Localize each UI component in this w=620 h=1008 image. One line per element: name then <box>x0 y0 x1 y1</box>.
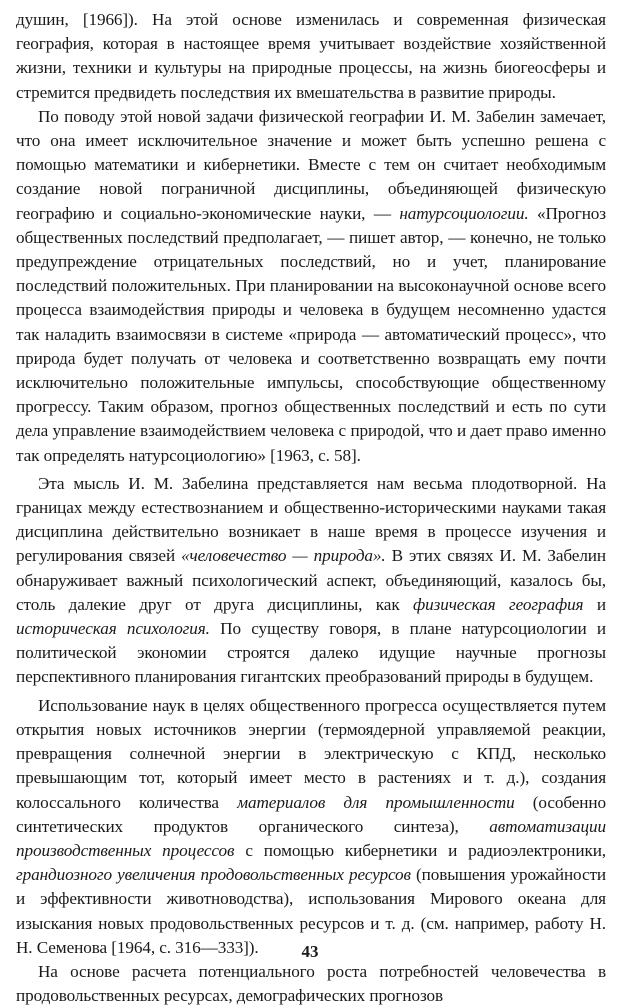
page-number: 43 <box>301 942 319 961</box>
paragraph-1 <box>16 8 606 105</box>
paragraph-2 <box>16 105 606 468</box>
italic-term: материалов для промышленности <box>237 792 515 812</box>
paragraph-5 <box>16 960 606 1008</box>
text-run: На основе расчета потенциального роста потребностей человечества в продовольственных ресурсах, демографических прогнозов <box>16 961 606 1006</box>
text-run: (особенно синтетических продуктов органического синтеза), <box>16 792 606 836</box>
text-run: В этих связях И. М. Забелин обнаруживает важный психологический аспект, объединяющий, казалось бы, столь далекие друг от друга дисциплины, как <box>16 546 607 614</box>
paragraph-3 <box>16 472 606 690</box>
paragraph-4 <box>16 694 606 960</box>
text-run: Использование наук в целях общественного прогресса осуществляется путем открытия новых источников энергии (термоядерной управляемой реакции, превращения солнечной энергии в электрическую с КПД, несколько превышающим тот, который имеет место в растениях и т. д.), создания колоссального количества <box>16 695 606 812</box>
text-run: По поводу этой новой задачи физической географии И. М. Забелин замечает, что она имеет исключительное значение и может быть успешно решена с помощью математики и кибернетики. Вместе с тем он считает необходимым создание новой пограничной дисциплины, объединяющей физическую географию и социально-экономические науки, — <box>16 106 606 223</box>
text-run: с помощью кибернетики и радиоэлектроники, <box>234 840 606 860</box>
italic-term: «человечество — природа». <box>181 546 386 566</box>
italic-term: историческая психология. <box>16 619 210 639</box>
page-body <box>16 8 606 1008</box>
text-run: (повышения урожайности и эффективности животноводства), использования Мирового океана для изыскания новых продовольственных ресурсов и т. д. (см. например, работу Н. Н. Семенова [1964, с. 316—333]). <box>16 865 606 957</box>
text-run: Эта мысль И. М. Забелина представляется нам весьма плодотворной. На границах между естествознанием и общественно-историческими науками такая дисциплина действительно возникает в наше время в процессе изучения и регулирования связей <box>16 473 606 566</box>
italic-term: автоматизации производственных процессов <box>16 816 606 860</box>
italic-term: натурсоциологии. <box>399 203 529 223</box>
italic-term: грандиозного увеличения продовольственных ресурсов <box>16 865 411 885</box>
text-run: «Прогноз общественных последствий предполагает, — пишет автор, — конечно, не только предупреждение отрицательных последствий, но и учет, планирование последствий положительных. При планировании на высоконаучной основе всего процесса взаимодействия природы и человека в будущем несомненно удастся так наладить взаимосвязи в системе «природа — автоматический процесс», что природа будет получать от человека и соответственно возвращать ему почти исключительно положительные импульсы, способствующие общественному прогрессу. Таким образом, прогноз общественных последствий и есть по сути дела управление взаимодействием человека с природой, что и дает право именно так определять натурсоциологию» [1963, с. 58]. <box>16 203 606 465</box>
text-run: и <box>583 594 606 614</box>
italic-term: физическая география <box>413 594 584 614</box>
text-run: По существу говоря, в плане натурсоциологии и политической экономии строятся далеко идущие научные прогнозы перспективного планирования гигантских преобразований природы в будущем. <box>16 619 606 687</box>
text-run: душин, [1966]). На этой основе изменилась и современная физическая география, которая в настоящее время учитывает воздействие хозяйственной жизни, техники и культуры на природные процессы, на жизнь биогеосферы и стремится предвидеть последствия их вмешательства в развитие природы. <box>16 10 606 102</box>
